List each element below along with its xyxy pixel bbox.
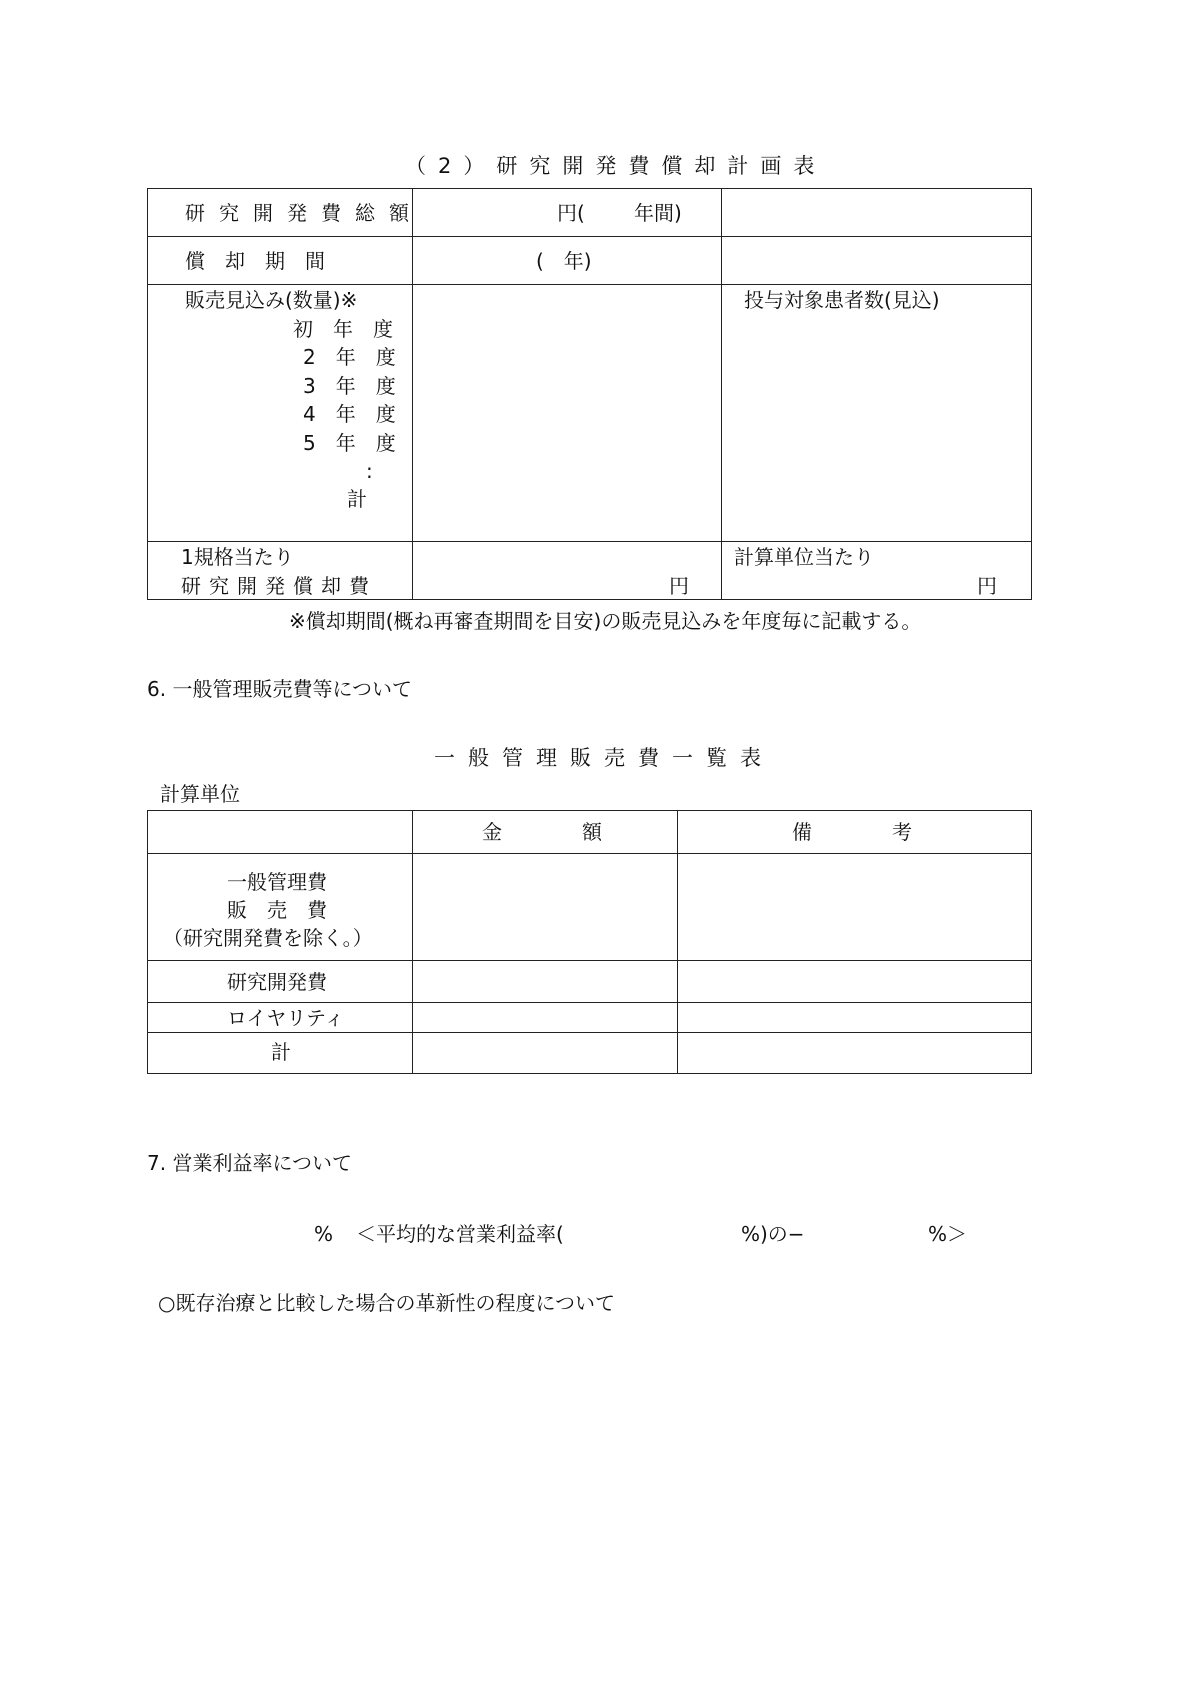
rd-total-yen: 円(	[557, 201, 585, 225]
avg-margin-pct: %)の−	[741, 1222, 805, 1246]
sga-table-title: 一般管理販売費一覧表	[434, 746, 774, 770]
sales-total-label: 計	[347, 487, 367, 511]
rd-table-title: （2）研究開発費償却計画表	[405, 154, 827, 178]
sales-year-1: 初 年 度	[293, 317, 393, 341]
row-general-mgmt: 一般管理費	[227, 870, 327, 894]
row-royalty: ロイヤリティ	[227, 1006, 345, 1030]
sales-year-5: 5 年 度	[303, 431, 396, 455]
innovation-heading: ○既存治療と比較した場合の革新性の程度について	[158, 1291, 616, 1315]
rd-period-years: ( 年)	[536, 249, 592, 273]
per-calc-unit-label: 計算単位当たり	[734, 545, 874, 569]
row-rd-cost: 研究開発費	[227, 970, 327, 994]
col-amount-header: 金 額	[482, 820, 602, 844]
sales-continuation: :	[366, 459, 373, 483]
col-remarks-header: 備 考	[792, 820, 912, 844]
patients-label: 投与対象患者数(見込)	[744, 288, 940, 312]
margin-diff-pct: %＞	[928, 1222, 968, 1246]
rd-total-label: 研究開発費総額	[185, 201, 423, 225]
per-spec-label: 1規格当たり	[181, 545, 294, 569]
per-spec-yen: 円	[669, 574, 689, 598]
section-7-heading: 7. 営業利益率について	[147, 1151, 353, 1175]
rd-note: ※償却期間(概ね再審査期間を目安)の販売見込みを年度毎に記載する。	[289, 609, 922, 633]
sales-forecast-label: 販売見込み(数量)※	[185, 288, 358, 312]
rd-amortization-label: 研究開発償却費	[181, 574, 377, 598]
section-6-heading: 6. 一般管理販売費等について	[147, 677, 413, 701]
row-excluding-rd: （研究開発費を除く。）	[163, 926, 373, 950]
sales-year-3: 3 年 度	[303, 374, 396, 398]
avg-margin-label: ＜平均的な営業利益率(	[356, 1222, 564, 1246]
calc-unit-label: 計算単位	[160, 782, 240, 806]
row-sales-cost: 販 売 費	[227, 898, 327, 922]
rd-total-years: 年間)	[634, 201, 682, 225]
sales-year-2: 2 年 度	[303, 345, 396, 369]
row-total: 計	[271, 1040, 291, 1064]
sales-year-4: 4 年 度	[303, 402, 396, 426]
per-calc-unit-yen: 円	[977, 574, 997, 598]
operating-margin-pct: %	[314, 1222, 334, 1246]
rd-period-label: 償 却 期 間	[185, 249, 325, 273]
